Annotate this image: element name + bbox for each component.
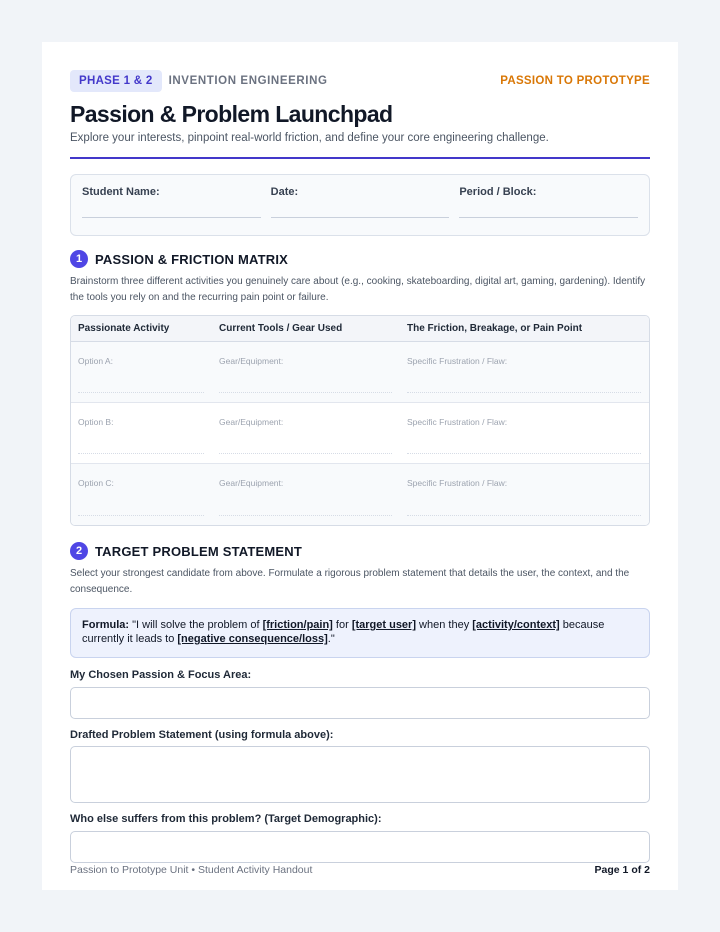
- gear-cell[interactable]: [212, 464, 400, 525]
- table-row: [71, 464, 649, 525]
- activity-cell[interactable]: [71, 342, 212, 402]
- cell-placeholder: Specific Frustration / Flaw:: [407, 356, 508, 366]
- unit-label: PASSION TO PROTOTYPE: [500, 75, 650, 87]
- friction-matrix-table: [70, 315, 650, 526]
- formula-text: "I will solve the problem of: [129, 619, 263, 631]
- table-header: [71, 316, 649, 342]
- student-name-label: Student Name:: [82, 186, 160, 198]
- cell-placeholder: Gear/Equipment:: [219, 417, 284, 427]
- focus-area-label: My Chosen Passion & Focus Area:: [70, 669, 252, 681]
- section-passion-matrix: [70, 250, 650, 526]
- cell-placeholder: Option A:: [78, 356, 113, 366]
- header-row: [70, 70, 650, 92]
- section-description: Brainstorm three different activities you genuinely care about (e.g., cooking, skateboarding, digital art, gaming, gardening). Identify the tools you rely on and the recurring pain point or failure.: [70, 276, 646, 303]
- handout-page: [42, 42, 678, 890]
- period-field[interactable]: [459, 186, 638, 235]
- student-name-line[interactable]: [82, 217, 261, 218]
- formula-keyword: [target user]: [351, 619, 416, 631]
- section-description: Select your strongest candidate from above. Formulate a rigorous problem statement that details the user, the context, and the consequence.: [70, 568, 630, 595]
- column-header-activity: Passionate Activity: [78, 323, 170, 334]
- flaw-cell[interactable]: [400, 403, 649, 463]
- cell-placeholder: Option C:: [78, 478, 114, 488]
- formula-keyword: [activity/context]: [472, 619, 560, 631]
- focus-area-input[interactable]: [70, 687, 650, 719]
- formula-text: because currently it leads to: [82, 619, 605, 645]
- section-problem-statement: [70, 542, 650, 863]
- phase-badge: PHASE 1 & 2: [70, 70, 162, 92]
- page-number: Page 1 of 2: [594, 864, 650, 876]
- section-title: TARGET PROBLEM STATEMENT: [95, 543, 303, 559]
- page-title: Passion & Problem Launchpad: [70, 101, 393, 127]
- column-header-pain-point: The Friction, Breakage, or Pain Point: [407, 323, 583, 334]
- formula-keyword: [negative consequence/loss]: [177, 633, 328, 645]
- section-title: PASSION & FRICTION MATRIX: [95, 251, 289, 267]
- formula-text: .": [327, 633, 335, 645]
- flaw-cell[interactable]: [400, 464, 649, 525]
- formula-label: Formula:: [82, 619, 130, 631]
- date-field[interactable]: [271, 186, 450, 235]
- table-row: [71, 403, 649, 464]
- cell-placeholder: Gear/Equipment:: [219, 356, 284, 366]
- column-header-tools: Current Tools / Gear Used: [219, 323, 343, 334]
- formula-keyword: [friction/pain]: [262, 619, 333, 631]
- section-number-badge: 1: [70, 250, 88, 268]
- problem-statement-label: Drafted Problem Statement (using formula above):: [70, 729, 334, 741]
- flaw-cell[interactable]: [400, 342, 649, 402]
- gear-cell[interactable]: [212, 342, 400, 402]
- target-demographic-label: Who else suffers from this problem? (Target Demographic):: [70, 813, 382, 825]
- cell-placeholder: Gear/Equipment:: [219, 478, 284, 488]
- footer-unit-text: Passion to Prototype Unit • Student Activity Handout: [70, 864, 313, 876]
- cell-placeholder: Specific Frustration / Flaw:: [407, 417, 508, 427]
- header-divider: [70, 157, 650, 159]
- student-info-box: [70, 174, 650, 236]
- target-demographic-input[interactable]: [70, 831, 650, 863]
- cell-placeholder: Option B:: [78, 417, 114, 427]
- page-subtitle: Explore your interests, pinpoint real-world friction, and define your core engineering challenge.: [70, 132, 549, 144]
- date-label: Date:: [270, 186, 299, 198]
- activity-cell[interactable]: [71, 403, 212, 463]
- table-row: [71, 342, 649, 403]
- section-number-badge: 2: [70, 542, 88, 560]
- formula-text: for: [332, 619, 352, 631]
- period-label: Period / Block:: [459, 186, 537, 198]
- formula-text: when they: [416, 619, 473, 631]
- student-name-field[interactable]: [82, 186, 261, 235]
- cell-placeholder: Specific Frustration / Flaw:: [407, 478, 508, 488]
- gear-cell[interactable]: [212, 403, 400, 463]
- activity-cell[interactable]: [71, 464, 212, 525]
- period-line[interactable]: [459, 217, 638, 218]
- problem-statement-input[interactable]: [70, 746, 650, 803]
- formula-callout: [70, 608, 650, 658]
- date-line[interactable]: [271, 217, 450, 218]
- subject-label: INVENTION ENGINEERING: [168, 75, 328, 87]
- page-footer: [70, 864, 650, 876]
